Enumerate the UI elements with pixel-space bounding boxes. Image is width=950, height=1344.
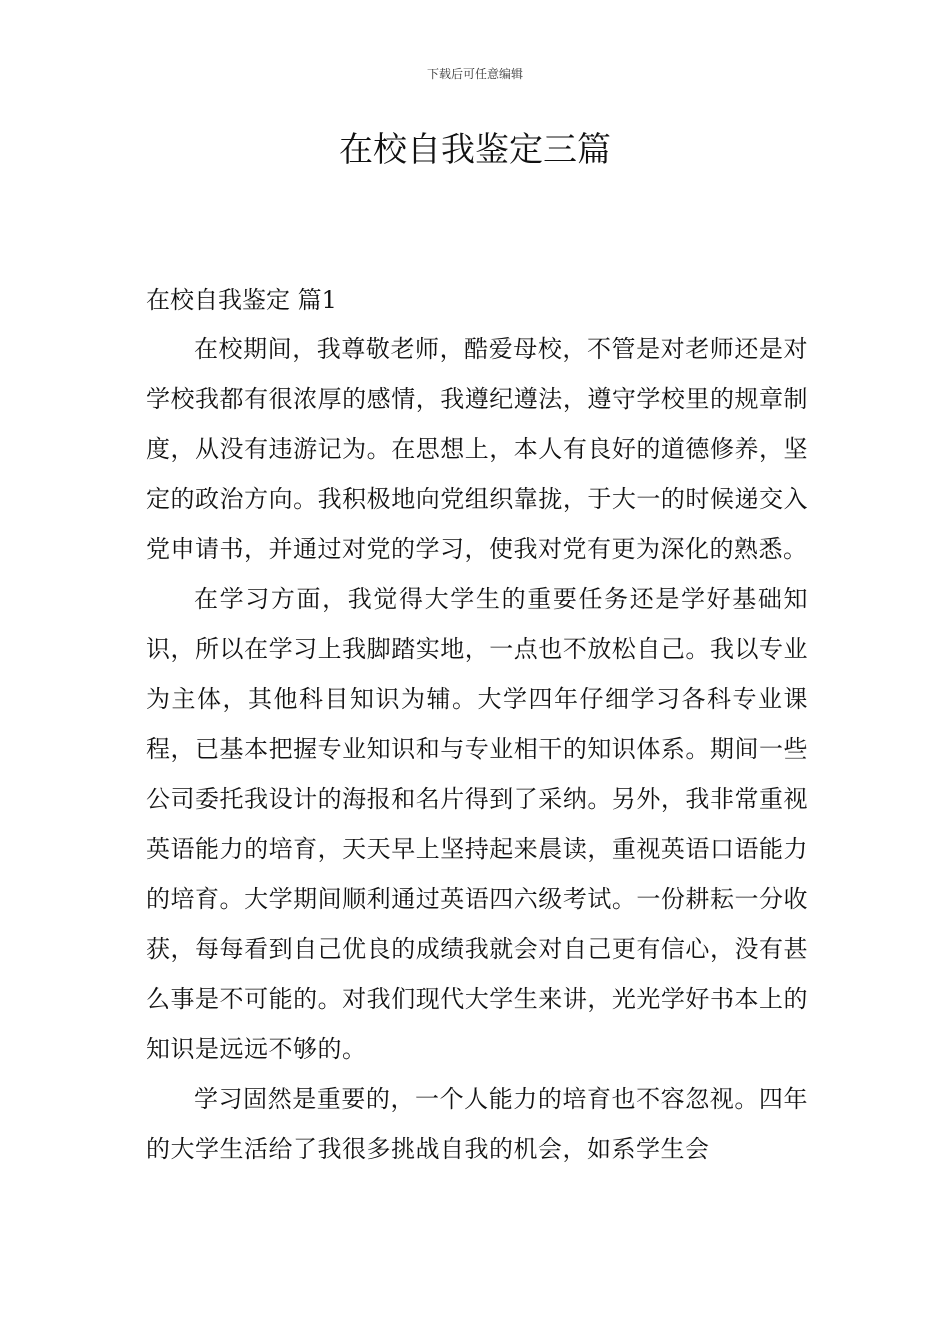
header-note: 下载后可任意编辑 <box>426 67 523 81</box>
paragraph-1: 在校期间，我尊敬老师，酷爱母校，不管是对老师还是对学校我都有很浓厚的感情，我遵纪遵法，遵守学校里的规章制度，从没有违游记为。在思想上，本人有良好的道德修养，坚定的政治方向。我积极地向党组织靠拢，于大一的时候递交入党申请书，并通过对党的学习，使我对党有更为深化的熟悉。 <box>146 335 808 563</box>
paragraph-3: 学习固然是重要的，一个人能力的培育也不容忽视。四年的大学生活给了我很多挑战自我的机会，如系学生会 <box>146 1085 808 1163</box>
paragraph-2: 在学习方面，我觉得大学生的重要任务还是学好基础知识，所以在学习上我脚踏实地，一点也不放松自己。我以专业为主体，其他科目知识为辅。大学四年仔细学习各科专业课程，已基本把握专业知识和与专业相干的知识体系。期间一些公司委托我设计的海报和名片得到了采纳。另外，我非常重视英语能力的培育，天天早上坚持起来晨读，重视英语口语能力的培育。大学期间顺利通过英语四六级考试。一份耕耘一分收获，每每看到自己优良的成绩我就会对自己更有信心，没有甚么事是不可能的。对我们现代大学生来讲，光光学好书本上的知识是远远不够的。 <box>146 585 808 1063</box>
document-body <box>146 276 808 1174</box>
page-title: 在校自我鉴定三篇 <box>339 130 611 170</box>
section-heading: 在校自我鉴定 篇1 <box>146 286 337 314</box>
